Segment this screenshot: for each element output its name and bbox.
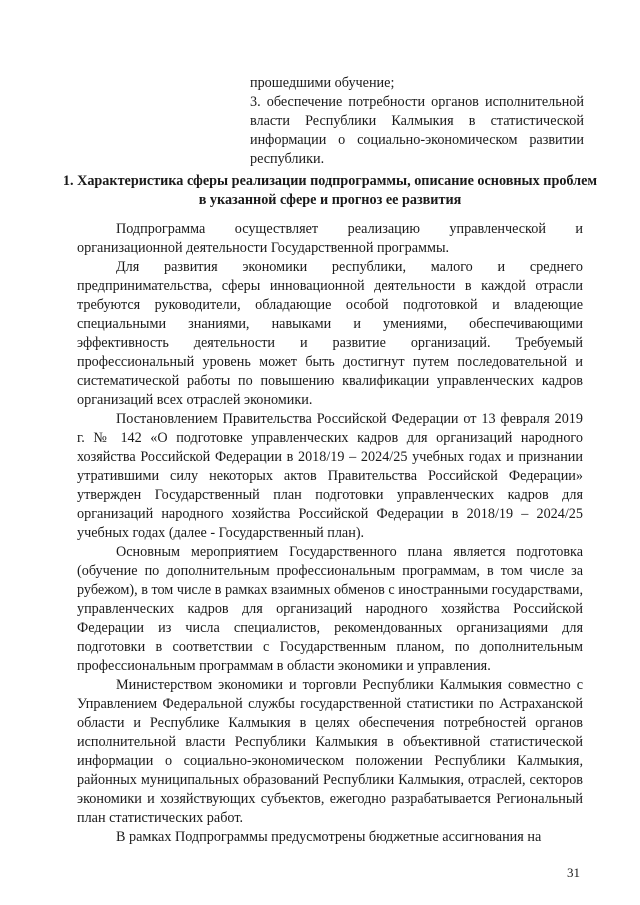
goal-item-3: 3. обеспечение потребности органов исполнительной власти Республики Калмыкия в статистической информации о социально-экономическом развитии республики.: [250, 94, 584, 167]
goals-continuation: [250, 74, 584, 169]
paragraph-3: Постановлением Правительства Российской Федерации от 13 февраля 2019 г. № 142 «О подготовке управленческих кадров для организаций народного хозяйства Российской Федерации в 2018/19 – 2024/25 учебных годах и признании утратившими силу некоторых актов Правительства Российской Федерации» утвержден Государственный план подготовки управленческих кадров для организаций народного хозяйства Российской Федерации в 2018/19 – 2024/25 учебных годах (далее - Государственный план).: [77, 411, 583, 541]
paragraph-2: Для развития экономики республики, малого и среднего предпринимательства, сферы инновационной деятельности в каждой отрасли требуются руководители, обладающие особой подготовкой и владеющие специальными знаниями, навыками и умениями, обеспечивающими эффективность деятельности и развитие организаций. Требуемый профессиональный уровень может быть достигнут путем последовательной и систематической работы по повышению квалификации управленческих кадров организаций всех отраслей экономики.: [77, 259, 583, 408]
body-text: [77, 220, 583, 847]
paragraph-1: Подпрограмма осуществляет реализацию управленческой и организационной деятельности Государственной программы.: [77, 221, 583, 256]
paragraph-4: Основным мероприятием Государственного плана является подготовка (обучение по дополнительным профессиональным программам, в том числе за рубежом), в том числе в рамках взаимных обменов с иностранными государствами, управленческих кадров для организаций народного хозяйства Российской Федерации из числа специалистов, рекомендованных организациями для подготовки в соответствии с Государственным планом, по дополнительным профессиональным программам в области экономики и управления.: [77, 544, 583, 674]
paragraph-6: В рамках Подпрограммы предусмотрены бюджетные ассигнования на: [116, 829, 542, 845]
paragraph-5: Министерством экономики и торговли Республики Калмыкия совместно с Управлением Федеральной службы государственной статистики по Астраханской области и Республике Калмыкия в целях обеспечения потребностей органов исполнительной власти Республики Калмыкия в объективной статистической информации о социально-экономическом положении Республики Калмыкия, районных муниципальных образований Республики Калмыкия, отраслей, секторов экономики и хозяйствующих субъектов, ежегодно разрабатывается Региональный план статистических работ.: [77, 677, 583, 826]
page-number: 31: [567, 865, 580, 880]
section-heading: 1. Характеристика сферы реализации подпрограммы, описание основных проблем в указанной сфере и прогноз ее развития: [62, 173, 598, 208]
goal-tail: прошедшими обучение;: [250, 75, 395, 91]
